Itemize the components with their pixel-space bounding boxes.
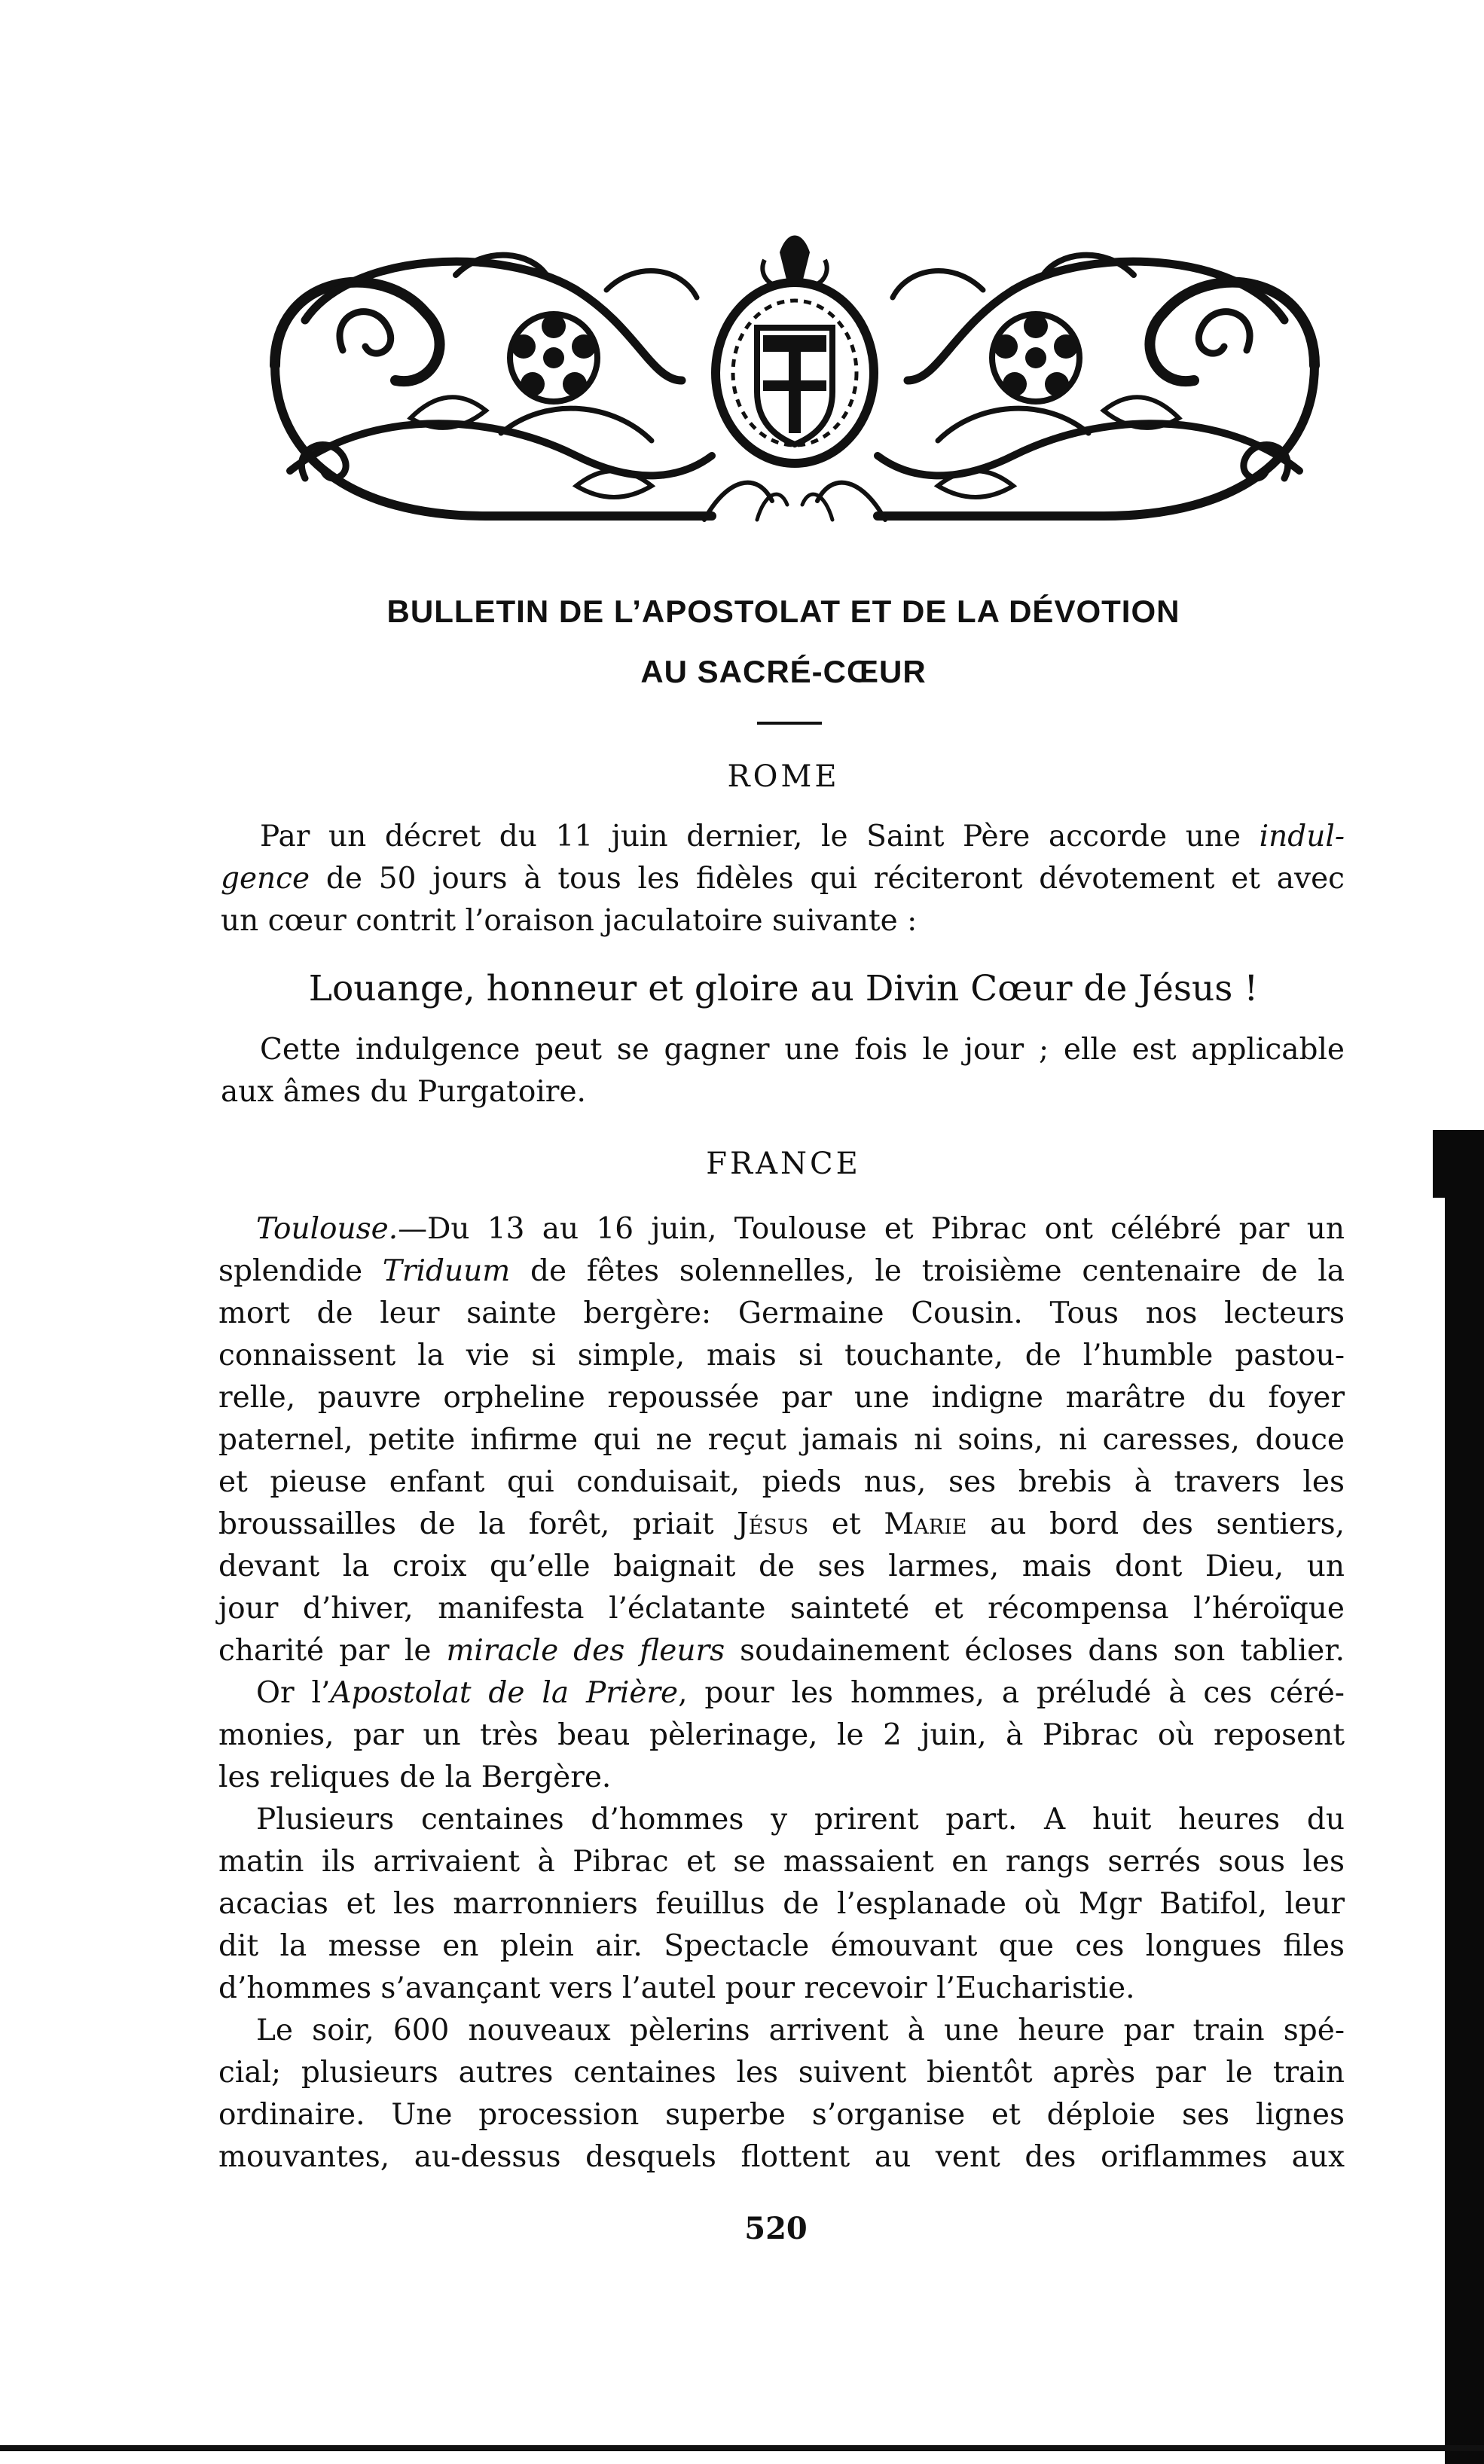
france-line-11: charité par le miracle des fleurs soudainement écloses dans son tablier. [218, 1634, 1345, 1668]
page-number: 520 [744, 2211, 808, 2246]
france-line-14: les reliques de la Bergère. [218, 1760, 612, 1794]
page-edge-shadow [1424, 1130, 1484, 2464]
france-line-16: matin ils arrivaient à Pibrac et se massaient en rangs serrés sous les [218, 1845, 1345, 1879]
rome-note-line1: Cette indulgence peut se gagner une fois le jour ; elle est applicable [260, 1033, 1345, 1067]
france-line-12: Or l’Apostolat de la Prière, pour les hommes, a préludé à ces céré- [256, 1676, 1345, 1710]
bulletin-title-line1: BULLETIN DE L’APOSTOLAT ET DE LA DÉVOTION [386, 594, 1180, 629]
rome-intro-line2: gence de 50 jours à tous les fidèles qui réciteront dévotement et avec [221, 862, 1345, 896]
france-line-01: Toulouse.—Du 13 au 16 juin, Toulouse et Pibrac ont célébré par un [256, 1212, 1345, 1246]
france-line-23: mouvantes, au-dessus desquels flottent au vent des oriflammes aux [218, 2140, 1345, 2174]
page-bottom-edge [0, 2445, 1484, 2451]
france-line-20: Le soir, 600 nouveaux pèlerins arrivent à une heure par train spé- [256, 2014, 1345, 2047]
france-line-17: acacias et les marronniers feuillus de l’esplanade où Mgr Batifol, leur [218, 1887, 1345, 1921]
rome-intro-line1: Par un décret du 11 juin dernier, le Saint Père accorde une indul- [260, 820, 1345, 853]
france-line-22: ordinaire. Une procession superbe s’organise et déploie ses lignes [218, 2098, 1345, 2132]
title-divider [757, 722, 822, 725]
bulletin-title-line2: AU SACRÉ-CŒUR [640, 654, 927, 689]
jaculatory-prayer: Louange, honneur et gloire au Divin Cœur de Jésus ! [308, 968, 1259, 1009]
france-line-19: d’hommes s’avançant vers l’autel pour recevoir l’Eucharistie. [218, 1971, 1135, 2005]
france-line-15: Plusieurs centaines d’hommes y prirent part. A huit heures du [256, 1803, 1345, 1837]
section-heading-rome: ROME [727, 759, 840, 794]
france-line-13: monies, par un très beau pèlerinage, le 2 juin, à Pibrac où reposent [218, 1718, 1345, 1752]
rome-note-line2: aux âmes du Purgatoire. [221, 1075, 586, 1109]
france-line-10: jour d’hiver, manifesta l’éclatante sainteté et récompensa l’héroïque [218, 1592, 1345, 1626]
france-line-05: relle, pauvre orpheline repoussée par une indigne marâtre du foyer [218, 1381, 1345, 1415]
floral-headpiece-ornament [260, 230, 1330, 535]
france-line-09: devant la croix qu’elle baignait de ses larmes, mais dont Dieu, un [218, 1550, 1345, 1583]
france-line-18: dit la messe en plein air. Spectacle émouvant que ces longues files [218, 1929, 1345, 1963]
france-line-06: paternel, petite infirme qui ne reçut jamais ni soins, ni caresses, douce [218, 1423, 1345, 1457]
france-line-03: mort de leur sainte bergère: Germaine Cousin. Tous nos lecteurs [218, 1296, 1345, 1330]
rome-intro-line3: un cœur contrit l’oraison jaculatoire suivante : [221, 904, 918, 938]
france-line-08: broussailles de la forêt, priait Jésus et Marie au bord des sentiers, [218, 1507, 1345, 1541]
france-line-02: splendide Triduum de fêtes solennelles, le troisième centenaire de la [218, 1254, 1345, 1288]
section-heading-france: FRANCE [706, 1147, 861, 1181]
france-line-21: cial; plusieurs autres centaines les suivent bientôt après par le train [218, 2056, 1345, 2090]
france-line-07: et pieuse enfant qui conduisait, pieds nus, ses brebis à travers les [218, 1465, 1345, 1499]
france-line-04: connaissent la vie si simple, mais si touchante, de l’humble pastou- [218, 1339, 1345, 1372]
